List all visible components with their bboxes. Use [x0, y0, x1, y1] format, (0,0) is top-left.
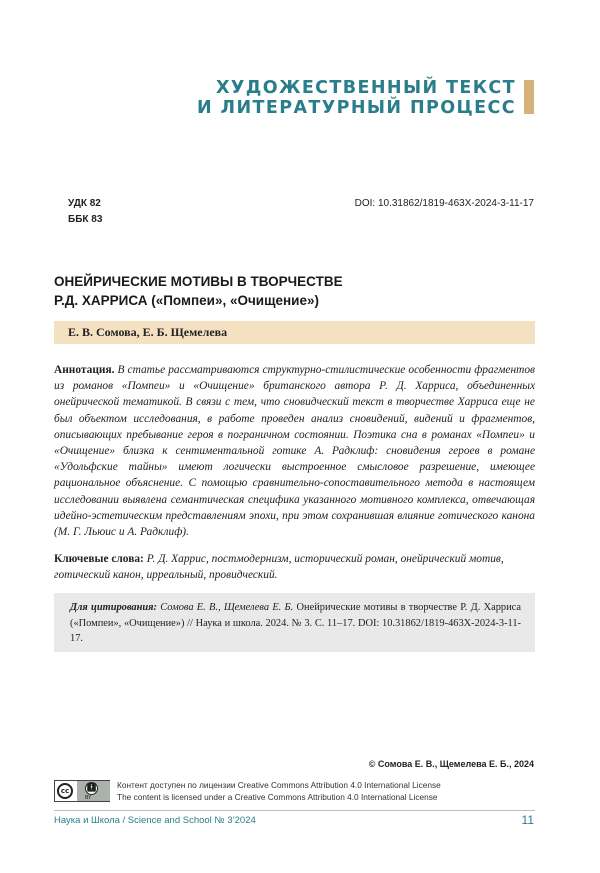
authors: Е. В. Сомова, Е. Б. Щемелева — [68, 325, 228, 339]
footer-divider — [54, 810, 535, 811]
license-en: The content is licensed under a Creative Commons Attribution 4.0 International License — [117, 792, 438, 802]
article-title — [54, 272, 343, 310]
cc-by-label: BY — [85, 795, 92, 801]
udk-code: УДК 82 — [68, 198, 101, 209]
abstract-label: Аннотация. — [54, 364, 115, 376]
classification-codes — [68, 196, 102, 228]
section-header — [197, 78, 516, 118]
abstract-text: В статье рассматриваются структурно-стилистические особенности фрагментов из романов «Помпеи» и «Очищение» британского автора Р. Д. Харриса, объединенных онейрической тематикой. В связи с тем, что сновидческий текст в творчестве Харриса еще не был объектом исследования, в работе проведен анализ сновидений, видений и фрагментов, описывающих пребывание героя в пограничном состоянии. Поэтика сна в романах «Помпеи» и «Очищение» близка к сентиментальной готике А. Радклиф: сновидения героев в романе «Удольфские тайны» имеют логически выстроенное смысловое разрешение, имеющее рациональное объяснение. С помощью сравнительно-сопоставительного метода в настоящем исследовании выявлена семантическая специфика указанного мотивного комплекса, отвечающая идейно-эстетическим представлениям эпохи, при этом сохранившая влияние готического канона (М. Г. Льюис и А. Радклиф). — [54, 364, 535, 539]
section-accent-bar — [524, 80, 534, 114]
section-header-line2: И ЛИТЕРАТУРНЫЙ ПРОЦЕСС — [197, 98, 516, 118]
citation-label: Для цитирования: — [70, 602, 157, 613]
keywords — [54, 551, 535, 583]
footer-journal: Наука и Школа / Science and School № 3’2024 — [54, 815, 256, 826]
cc-by-badge-icon[interactable] — [54, 780, 110, 802]
authors-band — [54, 321, 535, 344]
keywords-label: Ключевые слова: — [54, 553, 144, 565]
doi: DOI: 10.31862/1819-463X-2024-3-11-17 — [354, 198, 534, 209]
attribution-person-icon: 🚹︎ — [85, 782, 98, 795]
bbk-code: ББК 83 — [68, 214, 103, 225]
citation-authors: Сомова Е. В., Щемелева Е. Б. — [160, 602, 294, 613]
citation-text: Онейрические мотивы в творчестве Р. Д. Харриса («Помпеи», «Очищение») // Наука и школа. 2024. № 3. С. 11–17. DOI: 10.31862/1819-463X-2024-3-11-17. — [70, 602, 522, 644]
creative-commons-icon: cc — [57, 783, 73, 799]
article-title-line2: Р.Д. ХАРРИСА («Помпеи», «Очищение») — [54, 293, 319, 308]
citation — [70, 600, 521, 647]
license-notice — [117, 779, 441, 803]
copyright: © Сомова Е. В., Щемелева Е. Б., 2024 — [368, 759, 534, 769]
citation-box — [54, 593, 535, 652]
abstract — [54, 362, 535, 540]
keywords-text: Р. Д. Харрис, постмодернизм, исторический роман, онейрический мотив, готический канон, ирреальный, провидческий. — [54, 553, 504, 582]
license-ru: Контент доступен по лицензии Creative Commons Attribution 4.0 International License — [117, 780, 441, 790]
page-number: 11 — [521, 813, 534, 827]
article-title-line1: ОНЕЙРИЧЕСКИЕ МОТИВЫ В ТВОРЧЕСТВЕ — [54, 274, 343, 289]
section-header-line1: ХУДОЖЕСТВЕННЫЙ ТЕКСТ — [215, 78, 516, 98]
